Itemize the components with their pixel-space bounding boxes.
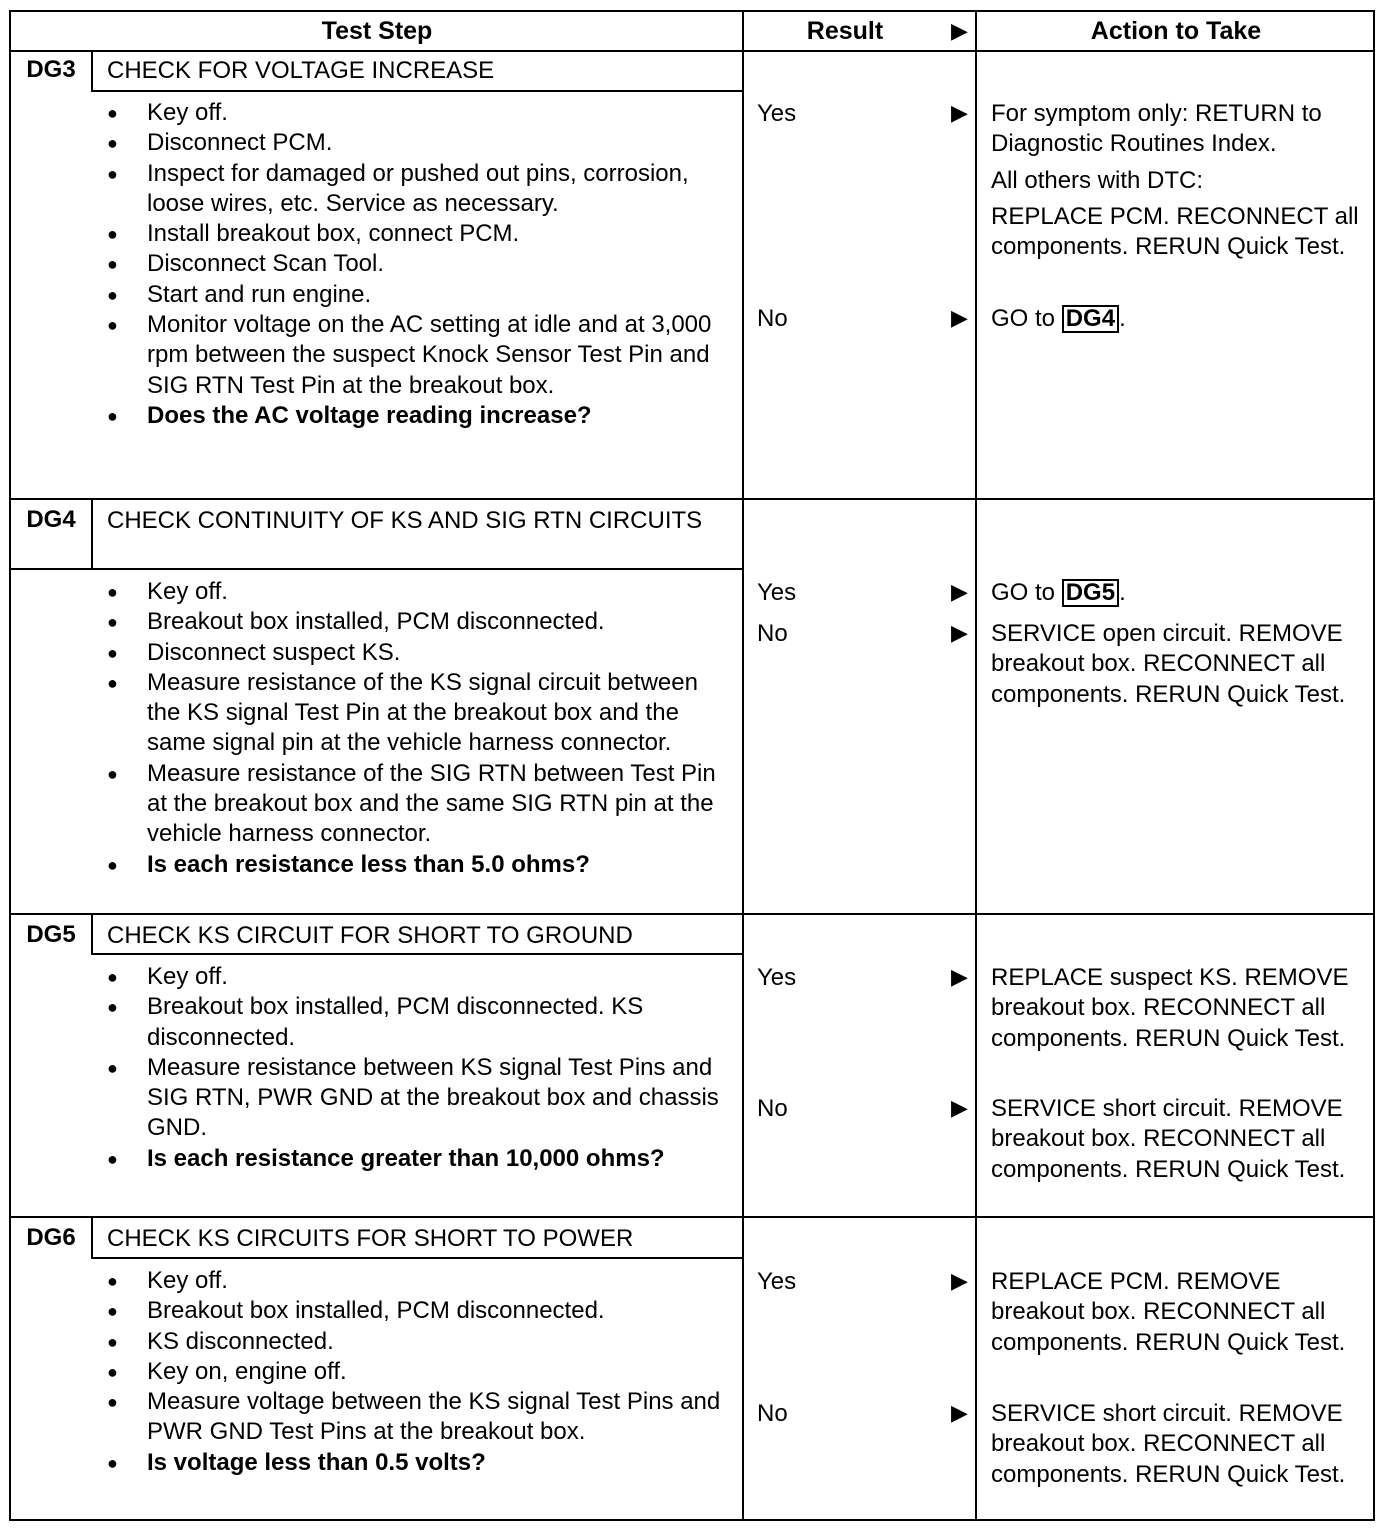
step-item: ● Breakout box installed, PCM disconnected.: [105, 1296, 725, 1326]
step-question: ● Is each resistance greater than 10,000 ohms?: [105, 1144, 725, 1174]
step-item: ● Start and run engine.: [105, 280, 725, 310]
step-item: ● Measure resistance of the KS signal circuit between the KS signal Test Pin at the breakout box and the same signal pin at the vehicle harness connector.: [105, 668, 725, 759]
header-test-step: Test Step: [321, 16, 433, 45]
arrow-icon: ▶: [951, 100, 968, 125]
step-list: [105, 1266, 725, 1478]
step-item: ● Measure resistance between KS signal Test Pins and SIG RTN, PWR GND at the breakout box and chassis GND.: [105, 1053, 725, 1144]
step-item: ● Measure resistance of the SIG RTN between Test Pin at the breakout box and the same SIG RTN pin at the vehicle harness connector.: [105, 759, 725, 850]
step-item: ● Key off.: [105, 962, 725, 992]
step-list: [105, 98, 725, 431]
step-item: ● Disconnect PCM.: [105, 128, 725, 158]
action-yes: [991, 578, 1369, 608]
code-divider: [91, 50, 93, 91]
diagnostic-table: [9, 10, 1375, 1521]
action-prefix: GO to: [991, 579, 1056, 606]
step-item: ● Inspect for damaged or pushed out pins, corrosion, loose wires, etc. Service as necessary.: [105, 159, 725, 220]
code-divider: [91, 913, 93, 953]
column-divider-action: [975, 12, 977, 1521]
result-yes: Yes: [757, 1268, 797, 1295]
step-reference-link[interactable]: DG5: [1062, 579, 1119, 607]
arrow-icon: ▶: [951, 620, 968, 645]
step-item: ● Breakout box installed, PCM disconnected.: [105, 607, 725, 637]
step-list: [105, 962, 725, 1174]
result-yes: Yes: [757, 100, 797, 127]
step-code: DG6: [26, 1224, 76, 1251]
result-no: No: [757, 620, 788, 647]
code-divider: [91, 1216, 93, 1257]
action-line: REPLACE PCM. RECONNECT all components. RERUN Quick Test.: [991, 202, 1359, 261]
step-question: ● Is each resistance less than 5.0 ohms?: [105, 850, 725, 880]
step-item: ● KS disconnected.: [105, 1327, 725, 1357]
arrow-icon: ▶: [951, 305, 968, 330]
action-prefix: GO to: [991, 305, 1056, 332]
result-no: No: [757, 1400, 788, 1427]
step-item: ● Breakout box installed, PCM disconnected. KS disconnected.: [105, 992, 725, 1053]
step-item: ● Key off.: [105, 98, 725, 128]
step-question: ● Is voltage less than 0.5 volts?: [105, 1448, 725, 1478]
step-title: CHECK KS CIRCUIT FOR SHORT TO GROUND: [107, 922, 633, 949]
row-divider: [11, 1216, 1375, 1218]
action-no: SERVICE short circuit. REMOVE breakout box. RECONNECT all components. RERUN Quick Test.: [991, 1400, 1346, 1488]
header-arrow-icon: ▶: [951, 18, 968, 43]
action-line: All others with DTC:: [991, 166, 1204, 194]
title-divider: [91, 1257, 742, 1259]
title-divider: [91, 953, 742, 955]
arrow-icon: ▶: [951, 1400, 968, 1425]
step-list: [105, 577, 725, 880]
result-no: No: [757, 1095, 788, 1122]
step-item: ● Monitor voltage on the AC setting at idle and at 3,000 rpm between the suspect Knock Sensor Test Pin and SIG RTN Test Pin at the breakout box.: [105, 310, 725, 401]
step-item: ● Disconnect suspect KS.: [105, 638, 725, 668]
column-divider-result: [742, 12, 744, 1521]
step-code: DG3: [26, 56, 76, 83]
action-suffix: .: [1119, 579, 1126, 606]
row-divider: [11, 498, 1375, 500]
action-no: SERVICE short circuit. REMOVE breakout box. RECONNECT all components. RERUN Quick Test.: [991, 1095, 1346, 1183]
header-action: Action to Take: [1090, 16, 1262, 45]
action-yes: REPLACE PCM. REMOVE breakout box. RECONNECT all components. RERUN Quick Test.: [991, 1268, 1346, 1356]
step-code: DG4: [26, 506, 76, 533]
step-item: ● Key on, engine off.: [105, 1357, 725, 1387]
header-result: Result: [806, 16, 884, 45]
step-reference-link[interactable]: DG4: [1062, 305, 1119, 333]
step-question: ● Does the AC voltage reading increase?: [105, 401, 725, 431]
title-divider: [91, 90, 742, 92]
title-divider: [11, 568, 742, 570]
action-yes: [991, 99, 1369, 268]
step-item: ● Key off.: [105, 1266, 725, 1296]
code-divider: [91, 498, 93, 569]
header-divider: [11, 50, 1373, 52]
result-yes: Yes: [757, 579, 797, 606]
action-no: SERVICE open circuit. REMOVE breakout box. RECONNECT all components. RERUN Quick Test.: [991, 620, 1346, 708]
step-item: ● Install breakout box, connect PCM.: [105, 219, 725, 249]
action-no: [991, 304, 1369, 334]
step-item: ● Measure voltage between the KS signal Test Pins and PWR GND Test Pins at the breakout box.: [105, 1387, 725, 1448]
action-suffix: .: [1119, 305, 1126, 332]
step-item: ● Disconnect Scan Tool.: [105, 249, 725, 279]
result-no: No: [757, 305, 788, 332]
action-yes: REPLACE suspect KS. REMOVE breakout box. RECONNECT all components. RERUN Quick Test.: [991, 964, 1349, 1052]
arrow-icon: ▶: [951, 1095, 968, 1120]
arrow-icon: ▶: [951, 964, 968, 989]
step-title: CHECK CONTINUITY OF KS AND SIG RTN CIRCUITS: [107, 507, 703, 534]
step-item: ● Key off.: [105, 577, 725, 607]
action-line: For symptom only: RETURN to Diagnostic Routines Index.: [991, 100, 1322, 158]
result-yes: Yes: [757, 964, 797, 991]
row-divider: [11, 913, 1375, 915]
step-code: DG5: [26, 921, 76, 948]
step-title: CHECK FOR VOLTAGE INCREASE: [107, 57, 495, 84]
step-title: CHECK KS CIRCUITS FOR SHORT TO POWER: [107, 1225, 634, 1252]
arrow-icon: ▶: [951, 1268, 968, 1293]
arrow-icon: ▶: [951, 579, 968, 604]
